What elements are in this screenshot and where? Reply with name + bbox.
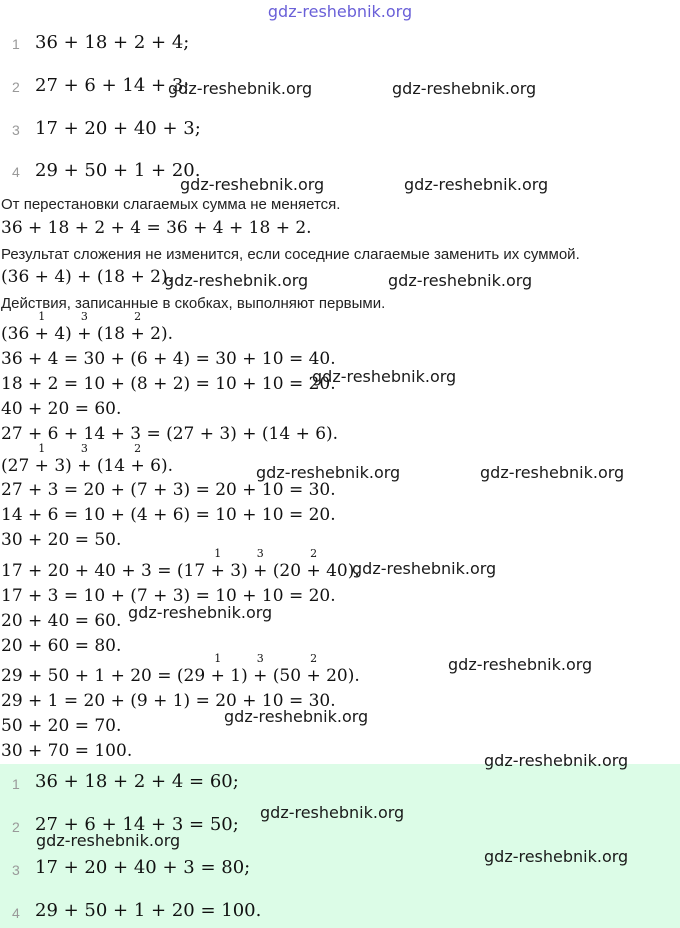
rule-text: Действия, записанные в скобках, выполняют первыми. bbox=[1, 295, 386, 312]
order-marker: 1 bbox=[214, 547, 222, 560]
watermark: gdz-reshebnik.org bbox=[180, 175, 325, 194]
task-number: 1 bbox=[12, 36, 20, 52]
task-number: 2 bbox=[12, 79, 20, 95]
order-marker: 1 bbox=[38, 442, 46, 455]
math-line: 30 + 70 = 100. bbox=[1, 741, 133, 761]
order-expression: (27 + 1 3) + 3 (14 + 2 6). bbox=[1, 442, 174, 476]
watermark: gdz-reshebnik.org bbox=[484, 751, 629, 770]
answer-number: 2 bbox=[12, 819, 20, 835]
math-line: 27 + 3 = 20 + (7 + 3) = 20 + 10 = 30. bbox=[1, 480, 336, 500]
answer-expression: 36 + 18 + 2 + 4 = 60; bbox=[35, 771, 239, 792]
order-marker: 3 bbox=[80, 310, 88, 323]
answer-expression: 27 + 6 + 14 + 3 = 50; bbox=[35, 814, 239, 835]
watermark: gdz-reshebnik.org bbox=[484, 847, 629, 866]
math-line: 18 + 2 = 10 + (8 + 2) = 10 + 10 = 20. bbox=[1, 374, 336, 394]
order-expression: (36 + 1 4) + 3 (18 + 2 2). bbox=[1, 310, 174, 344]
rule-text: Результат сложения не изменится, если соседние слагаемые заменить их суммой. bbox=[1, 246, 580, 263]
math-line: (36 + 4) + (18 + 2). bbox=[1, 267, 173, 287]
answer-expression: 17 + 20 + 40 + 3 = 80; bbox=[35, 857, 251, 878]
task-number: 3 bbox=[12, 122, 20, 138]
answer-number: 3 bbox=[12, 862, 20, 878]
order-marker: 3 bbox=[256, 547, 264, 560]
order-expression: 29 + 50 + 1 + 20 = (29 + 1 1) + 3 (50 + 2 20). bbox=[1, 652, 360, 686]
math-line: 14 + 6 = 10 + (4 + 6) = 10 + 10 = 20. bbox=[1, 505, 336, 525]
answer-expression: 29 + 50 + 1 + 20 = 100. bbox=[35, 900, 262, 921]
answer-number: 4 bbox=[12, 905, 20, 921]
math-line: 30 + 20 = 50. bbox=[1, 530, 122, 550]
watermark: gdz-reshebnik.org bbox=[168, 79, 313, 98]
watermark: gdz-reshebnik.org bbox=[128, 603, 273, 622]
watermark: gdz-reshebnik.org bbox=[36, 831, 181, 850]
watermark: gdz-reshebnik.org bbox=[388, 271, 533, 290]
task-expression: 17 + 20 + 40 + 3; bbox=[35, 118, 201, 139]
watermark: gdz-reshebnik.org bbox=[392, 79, 537, 98]
task-number: 4 bbox=[12, 164, 20, 180]
math-line: 50 + 20 = 70. bbox=[1, 716, 122, 736]
math-line: 29 + 1 = 20 + (9 + 1) = 20 + 10 = 30. bbox=[1, 691, 336, 711]
order-marker: 2 bbox=[134, 310, 142, 323]
watermark: gdz-reshebnik.org bbox=[404, 175, 549, 194]
order-marker: 1 bbox=[214, 652, 222, 665]
math-line: 20 + 40 = 60. bbox=[1, 611, 122, 631]
task-expression: 36 + 18 + 2 + 4; bbox=[35, 32, 190, 53]
answer-number: 1 bbox=[12, 776, 20, 792]
order-marker: 2 bbox=[134, 442, 142, 455]
order-expression: 17 + 20 + 40 + 3 = (17 + 1 3) + 3 (20 + 2 40). bbox=[1, 547, 360, 581]
watermark: gdz-reshebnik.org bbox=[352, 559, 497, 578]
order-marker: 1 bbox=[38, 310, 46, 323]
order-marker: 3 bbox=[80, 442, 88, 455]
order-marker: 2 bbox=[310, 652, 318, 665]
task-expression: 29 + 50 + 1 + 20. bbox=[35, 160, 201, 181]
task-expression: 27 + 6 + 14 + 3; bbox=[35, 75, 190, 96]
watermark: gdz-reshebnik.org bbox=[312, 367, 457, 386]
math-line: 36 + 4 = 30 + (6 + 4) = 30 + 10 = 40. bbox=[1, 349, 336, 369]
watermark: gdz-reshebnik.org bbox=[448, 655, 593, 674]
watermark: gdz-reshebnik.org bbox=[480, 463, 625, 482]
watermark: gdz-reshebnik.org bbox=[260, 803, 405, 822]
watermark: gdz-reshebnik.org bbox=[164, 271, 309, 290]
math-line: 36 + 18 + 2 + 4 = 36 + 4 + 18 + 2. bbox=[1, 218, 312, 238]
math-line: 20 + 60 = 80. bbox=[1, 636, 122, 656]
math-line: 40 + 20 = 60. bbox=[1, 399, 122, 419]
watermark: gdz-reshebnik.org bbox=[256, 463, 401, 482]
rule-text: От перестановки слагаемых сумма не меняется. bbox=[1, 196, 341, 213]
math-line: 27 + 6 + 14 + 3 = (27 + 3) + (14 + 6). bbox=[1, 424, 339, 444]
order-marker: 3 bbox=[256, 652, 264, 665]
order-marker: 2 bbox=[310, 547, 318, 560]
watermark: gdz-reshebnik.org bbox=[224, 707, 369, 726]
math-line: 17 + 3 = 10 + (7 + 3) = 10 + 10 = 20. bbox=[1, 586, 336, 606]
site-header-watermark: gdz-reshebnik.org bbox=[267, 2, 413, 21]
